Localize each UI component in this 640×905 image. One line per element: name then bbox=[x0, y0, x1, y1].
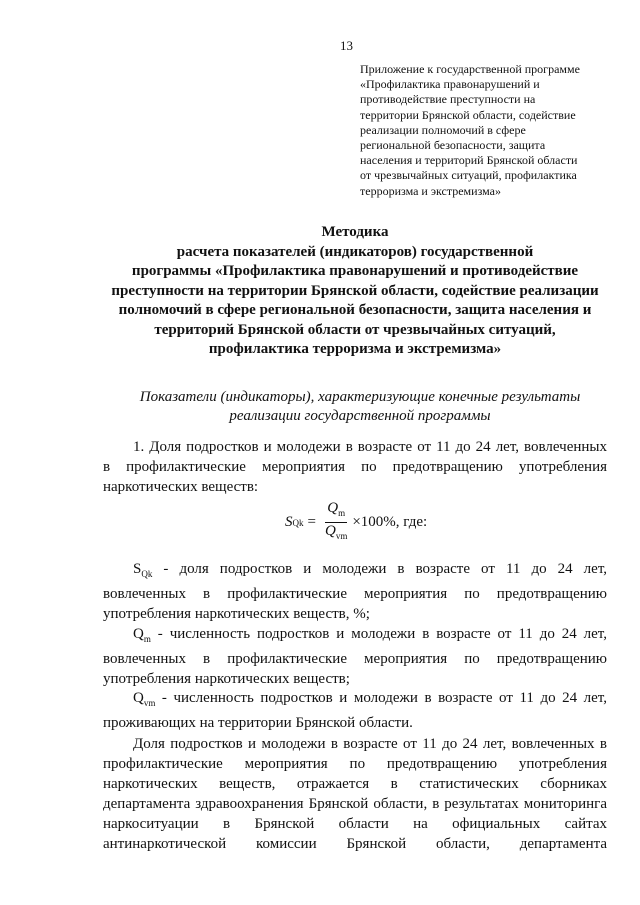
subtitle-line: реализации государственной программы bbox=[229, 408, 491, 424]
data-source-paragraph bbox=[103, 734, 607, 854]
appendix-line: терроризма и экстремизма» bbox=[360, 183, 501, 198]
page-number: 13 bbox=[340, 38, 353, 53]
def-text: - доля подростков и молодежи в возрасте от 11 до 24 лет, bbox=[152, 561, 607, 577]
title-line: Методика bbox=[321, 224, 389, 240]
definition-line bbox=[103, 688, 607, 713]
def-var: Q bbox=[133, 626, 144, 642]
def-text: - численность подростков и молодежи в возрасте от 11 до 24 лет, bbox=[155, 690, 607, 706]
title-line: расчета показателей (индикаторов) государственной bbox=[176, 243, 534, 260]
definition-line bbox=[103, 559, 607, 584]
formula-den-sub: vm bbox=[335, 531, 348, 541]
paragraph-line: департамента здравоохранения Брянской области, в результатах мониторинга bbox=[103, 796, 607, 812]
appendix-line: населения и территорий Брянской области bbox=[360, 153, 578, 168]
paragraph-line: профилактические мероприятия по предотвращению употребления bbox=[103, 756, 607, 772]
formula-fraction bbox=[323, 500, 349, 545]
paragraph-line: наркотических веществ, отражается в статистических сборниках bbox=[103, 776, 607, 792]
formula-lhs-var: S bbox=[285, 514, 293, 530]
title-line: полномочий в сфере региональной безопасности, защита населения и bbox=[118, 302, 592, 318]
def-sub: m bbox=[143, 634, 151, 644]
formula-num-var: Q bbox=[327, 500, 339, 516]
formula-numerator bbox=[325, 500, 347, 523]
formula-equals: = bbox=[307, 514, 316, 530]
title-line: преступности на территории Брянской области, содействие реализации bbox=[111, 282, 599, 299]
formula-num-sub: m bbox=[338, 508, 346, 518]
definition-qvm bbox=[103, 688, 607, 733]
definition-line: употребления наркотических веществ; bbox=[103, 671, 350, 687]
definition-qm bbox=[103, 624, 607, 689]
def-sub: Qk bbox=[141, 569, 153, 579]
paragraph-line: антинаркотической комиссии Брянской области, департамента bbox=[103, 836, 607, 852]
appendix-line: от чрезвычайных ситуаций, профилактика bbox=[360, 168, 577, 183]
def-text: - численность подростков и молодежи в возрасте от 11 до 24 лет, bbox=[150, 626, 607, 642]
document-title bbox=[90, 223, 620, 360]
title-line: программы «Профилактика правонарушений и противодействие bbox=[131, 263, 579, 279]
definition-sqk bbox=[103, 559, 607, 624]
appendix-header bbox=[360, 62, 610, 199]
paragraph-line: наркотических веществ: bbox=[103, 479, 259, 495]
appendix-line: реализации полномочий в сфере bbox=[360, 122, 526, 137]
paragraph-line: наркоситуации в Брянской области на официальных сайтах bbox=[103, 816, 607, 832]
def-var: Q bbox=[133, 690, 144, 706]
appendix-line: противодействие преступности на bbox=[360, 92, 536, 107]
appendix-line: Приложение к государственной программе bbox=[360, 62, 580, 76]
definition-line bbox=[103, 624, 607, 649]
paragraph-line: Доля подростков и молодежи в возрасте от 11 до 24 лет, вовлеченных в bbox=[133, 736, 607, 752]
title-line: территорий Брянской области от чрезвычайных ситуаций, bbox=[154, 321, 556, 338]
formula bbox=[285, 500, 427, 545]
formula-denominator bbox=[323, 523, 349, 545]
definition-line: проживающих на территории Брянской области. bbox=[103, 715, 413, 731]
appendix-line: «Профилактика правонарушений и bbox=[360, 77, 540, 92]
formula-den-var: Q bbox=[324, 523, 336, 539]
def-sub: vm bbox=[143, 698, 156, 708]
formula-tail: ×100%, где: bbox=[352, 514, 428, 530]
indicator-1-paragraph bbox=[103, 437, 607, 497]
def-var: S bbox=[133, 561, 142, 577]
definition-line: вовлеченных в профилактические мероприятия по предотвращению bbox=[103, 586, 607, 602]
definition-line: вовлеченных в профилактические мероприятия по предотвращению bbox=[103, 651, 607, 667]
appendix-line: региональной безопасности, защита bbox=[360, 138, 546, 153]
paragraph-line: в профилактические мероприятия по предотвращению употребления bbox=[103, 459, 607, 475]
formula-lhs-sub: Qk bbox=[292, 517, 304, 528]
title-line: профилактика терроризма и экстремизма» bbox=[208, 341, 502, 357]
subtitle-line: Показатели (индикаторы), характеризующие конечные результаты bbox=[139, 389, 581, 405]
paragraph-line: 1. Доля подростков и молодежи в возрасте от 11 до 24 лет, вовлеченных bbox=[133, 439, 607, 455]
appendix-line: территории Брянской области, содействие bbox=[360, 107, 576, 122]
definition-line: употребления наркотических веществ, %; bbox=[103, 606, 370, 622]
section-subtitle bbox=[110, 388, 610, 426]
